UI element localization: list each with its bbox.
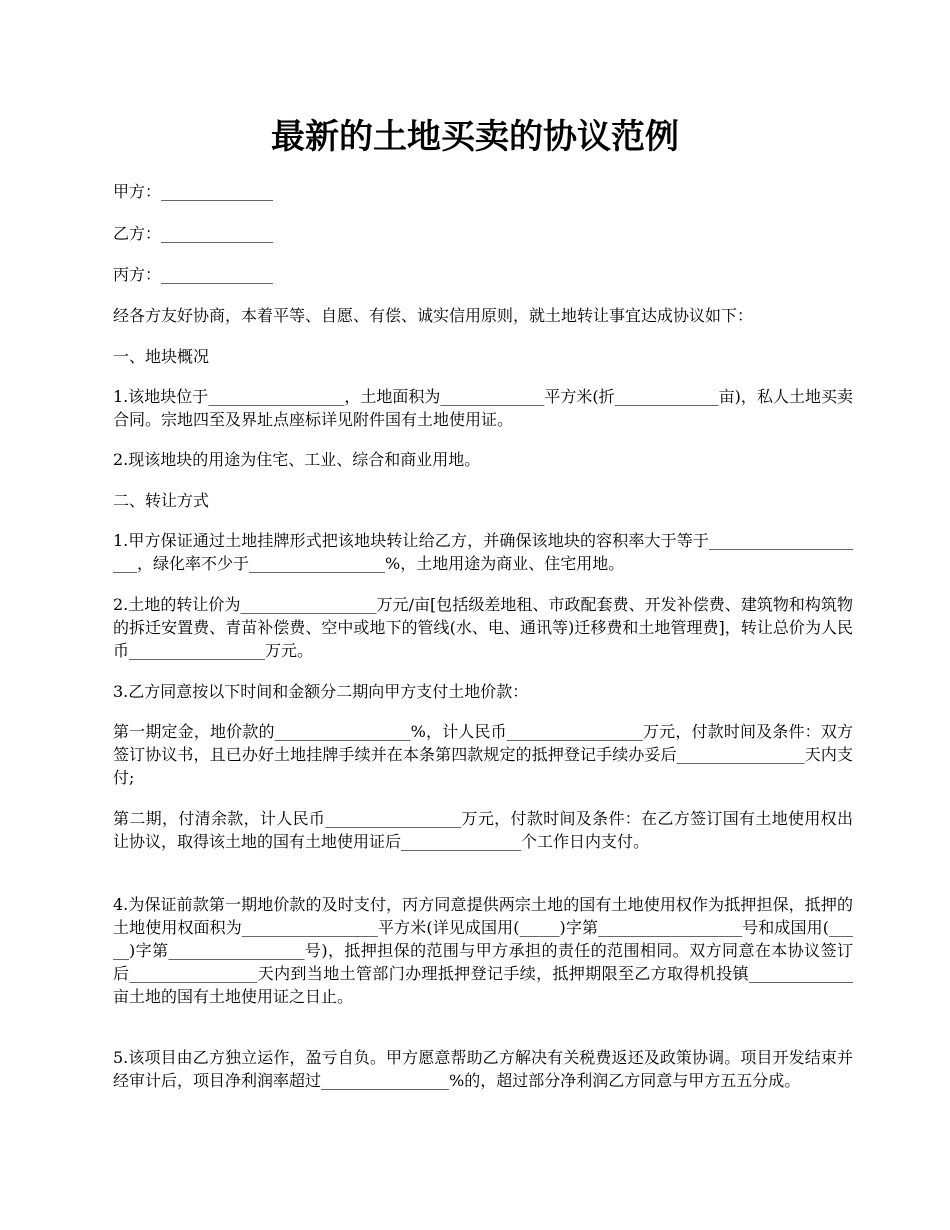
preamble-paragraph: 经各方友好协商，本着平等、自愿、有偿、诚实信用原则，就土地转让事宜达成协议如下： (113, 306, 754, 325)
party-b-line: 乙方：______________ (113, 224, 274, 243)
clause-plot-location: 1.该地块位于_________________，土地面积为_____________平方米(折_____________亩)，私人土地买卖合同。宗地四至及界址点座标详见附件国有土地使用证。 (113, 387, 853, 429)
document-title: 最新的土地买卖的协议范例 (271, 117, 679, 157)
payment-phase-one: 第一期定金，地价款的_________________%，计人民币_________________万元，付款时间及条件：双方签订协议书，且已办好土地挂牌手续并在本条第四款规定的抵押登记手续办妥后________________天内支付; (113, 722, 853, 787)
party-c-line: 丙方：______________ (113, 265, 274, 284)
clause-plot-usage: 2.现该地块的用途为住宅、工业、综合和商业用地。 (113, 450, 481, 469)
payment-phase-two: 第二期，付清余款，计人民币_________________万元，付款时间及条件：在乙方签订国有土地使用权出让协议，取得该土地的国有土地使用证后_______________个工作日内支付。 (113, 809, 853, 851)
clause-independent-operation: 5.该项目由乙方独立运作，盈亏自负。甲方愿意帮助乙方解决有关税费返还及政策协调。项目开发结束并经审计后，项目净利润率超过________________%的，超过部分净利润乙方同意与甲方五五分成。 (113, 1048, 853, 1090)
clause-payment-schedule: 3.乙方同意按以下时间和金额分二期向甲方支付土地价款： (113, 682, 529, 701)
section-heading-plot-overview: 一、地块概况 (113, 347, 210, 366)
party-a-line: 甲方：______________ (113, 182, 274, 201)
section-heading-transfer-method: 二、转让方式 (113, 491, 210, 510)
clause-transfer-price: 2.土地的转让价为_________________万元/亩[包括级差地租、市政配套费、开发补偿费、建筑物和构筑物的拆迁安置费、青苗补偿费、空中或地下的管线(水、电、通讯等)迁移费和土地管理费]，转让总价为人民币_________________万元。 (113, 595, 853, 660)
clause-transfer-guarantee: 1.甲方保证通过土地挂牌形式把该地块转让给乙方，并确保该地块的容积率大于等于_____________________，绿化率不少于_________________%，土地用途为商业、住宅用地。 (113, 531, 853, 573)
clause-mortgage-guarantee: 4.为保证前款第一期地价款的及时支付，丙方同意提供两宗土地的国有土地使用权作为抵押担保，抵押的土地使用权面积为_________________平方米(详见成国用(_____)字第__________________号和成国用(_____)字第_________________号)，抵押担保的范围与甲方承担的责任的范围相同。双方同意在本协议签订后________________天内到当地土管部门办理抵押登记手续，抵押期限至乙方取得机投镇_____________亩土地的国有土地使用证之日止。 (113, 895, 853, 1006)
